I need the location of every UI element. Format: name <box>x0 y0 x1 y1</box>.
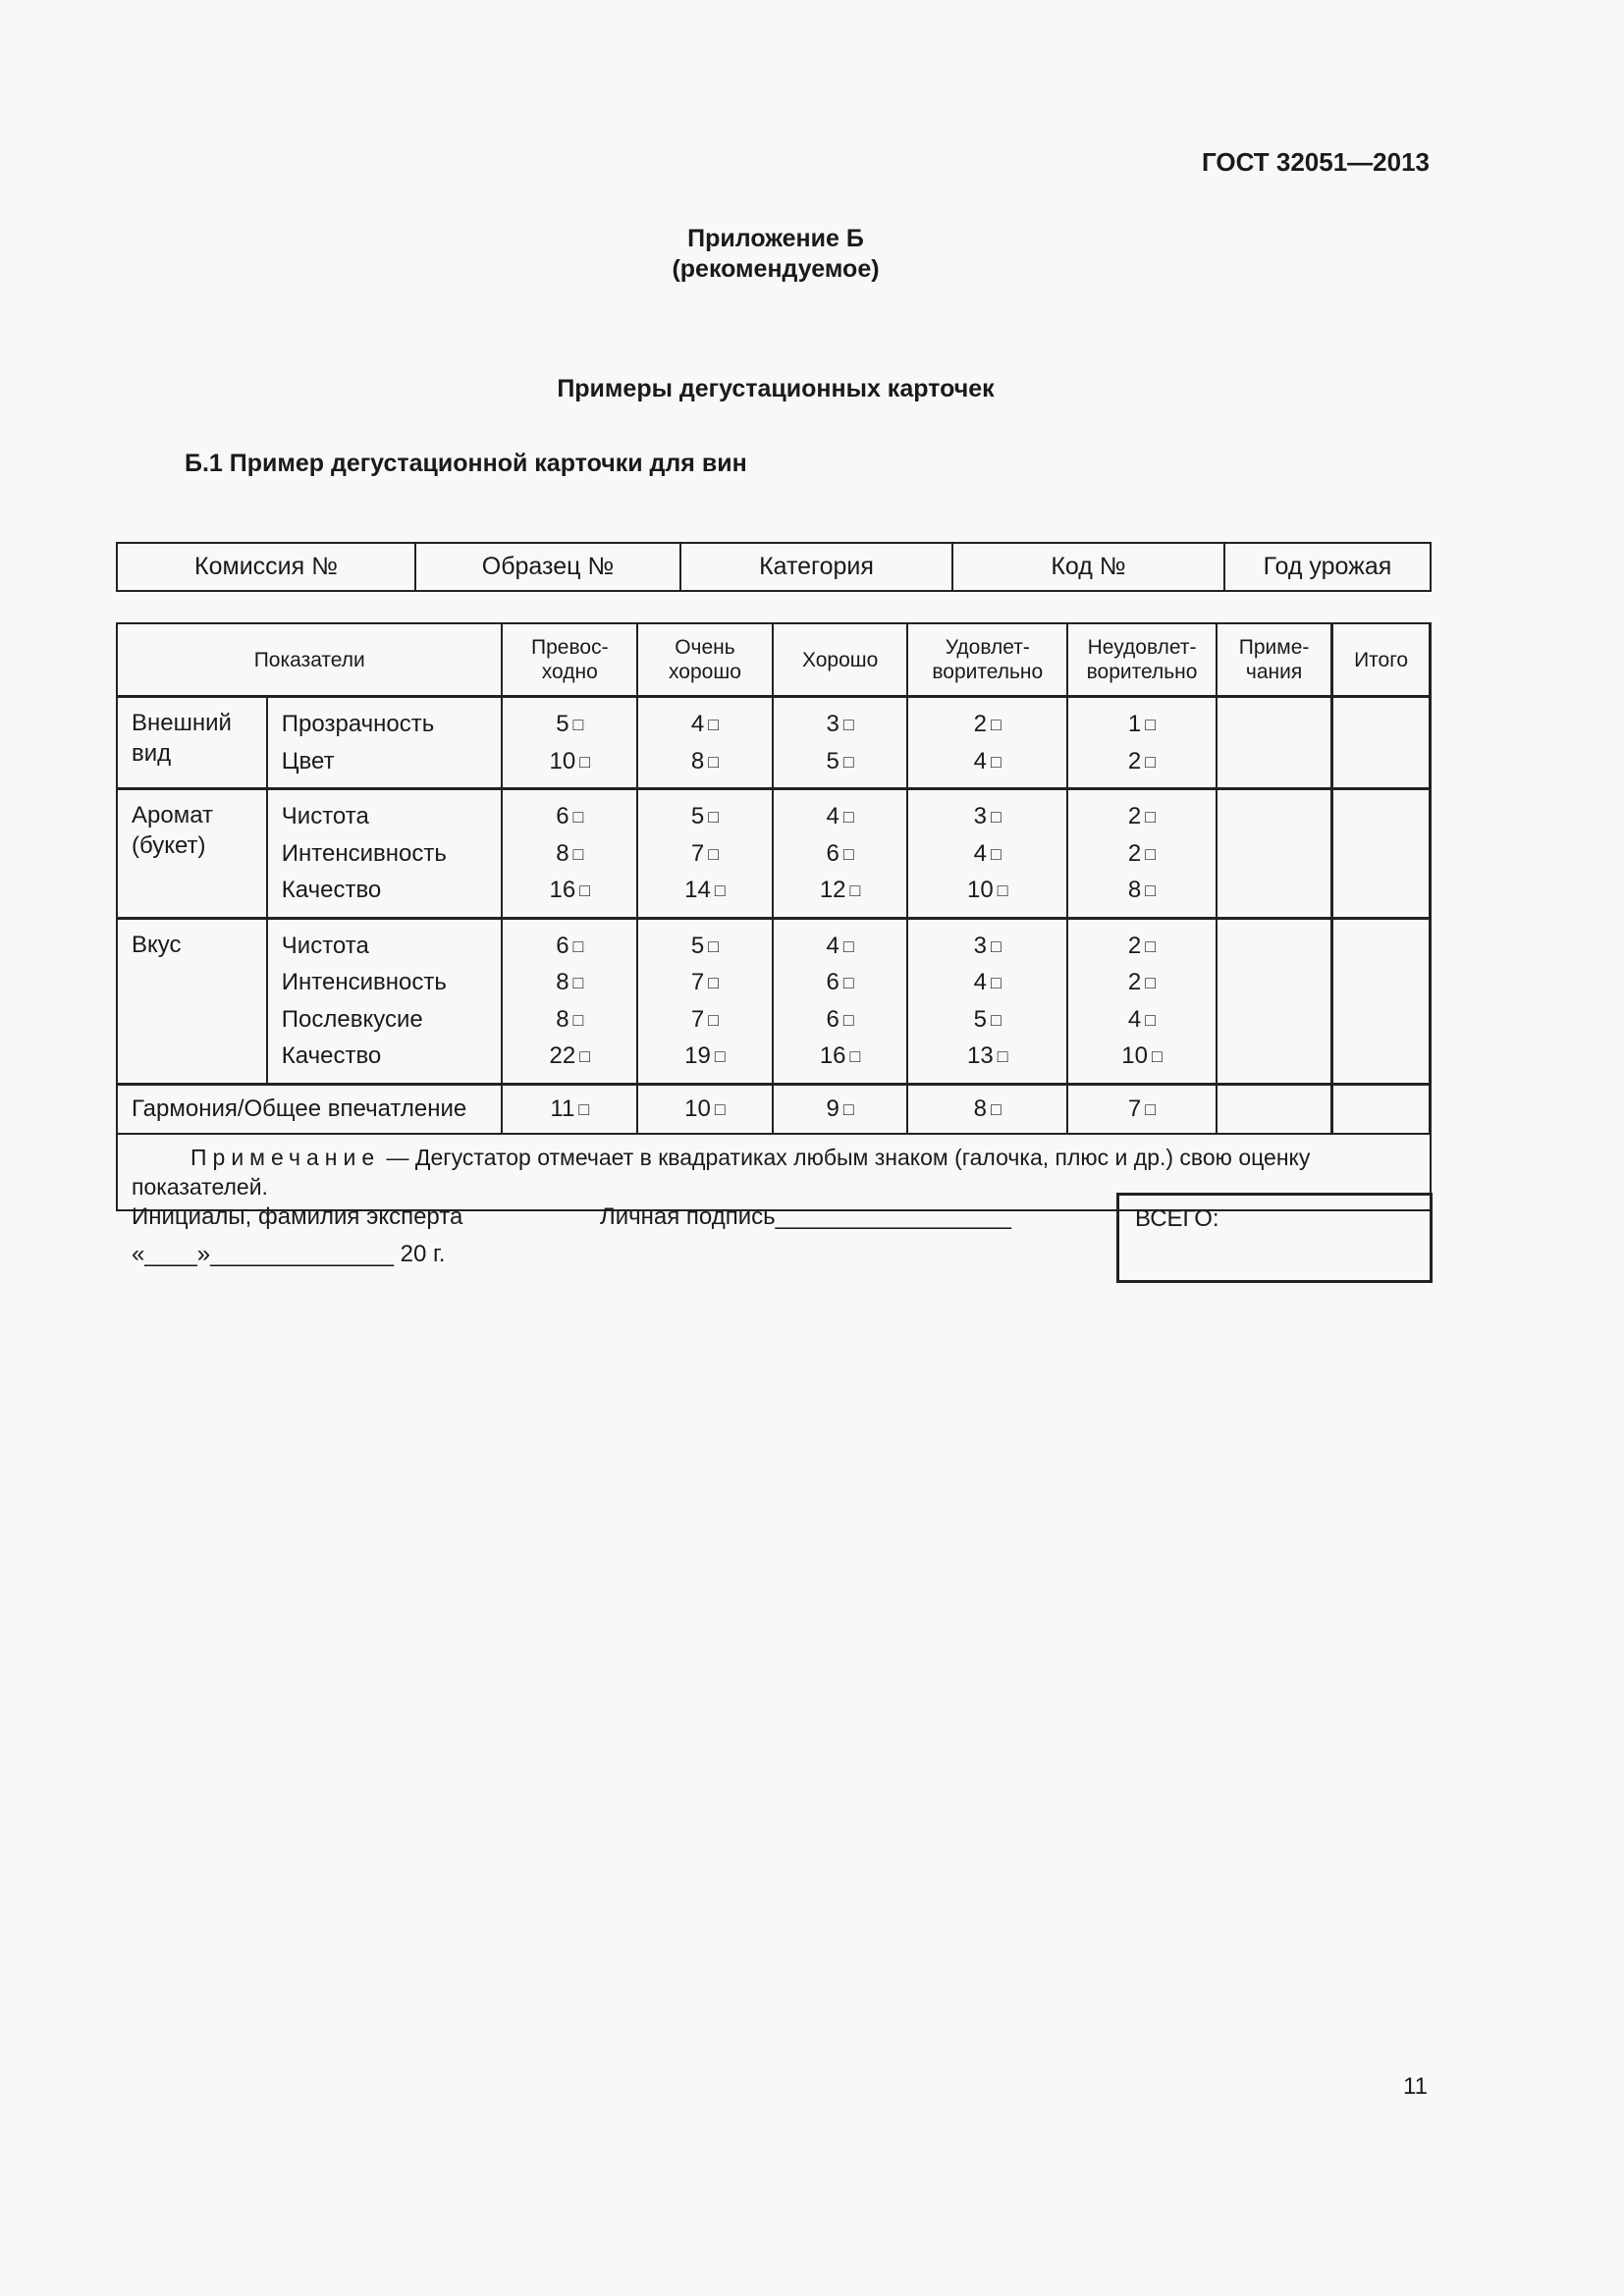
header-satisfactory: Удовлет- ворительно <box>907 623 1067 697</box>
harmony-score-good: 9 □ <box>773 1084 908 1134</box>
score-value: 5 <box>690 803 705 829</box>
score-value: 8 <box>690 747 705 774</box>
subsection-title: Б.1 Пример дегустационной карточки для вин <box>185 450 747 477</box>
score-value: 5 <box>690 932 705 959</box>
checkbox-icon[interactable]: □ <box>708 751 720 772</box>
checkbox-icon[interactable]: □ <box>842 1009 854 1030</box>
score-column-unsatisfactory <box>1067 789 1217 919</box>
score-value: 2 <box>1127 839 1142 867</box>
checkbox-icon[interactable]: □ <box>572 843 584 864</box>
score-column-good <box>773 789 908 919</box>
score-value: 6 <box>826 969 839 995</box>
score-value: 1 <box>1127 711 1142 737</box>
score-column-satisfactory <box>907 918 1067 1084</box>
score-column-very-good <box>637 918 773 1084</box>
checkbox-icon[interactable]: □ <box>708 973 720 992</box>
note-label: Примечание <box>190 1144 381 1170</box>
score-value: 13 <box>967 1042 994 1069</box>
score-value: 4 <box>973 969 988 995</box>
expert-name-label: Инициалы, фамилия эксперта <box>132 1203 463 1230</box>
score-option <box>638 872 772 909</box>
header-total: Итого <box>1332 623 1431 697</box>
score-option <box>908 928 1066 965</box>
checkbox-icon[interactable]: □ <box>708 935 720 956</box>
score-option <box>908 706 1066 743</box>
criterion-name: Интенсивность <box>281 969 447 995</box>
criteria-group-row <box>117 789 1431 919</box>
score-option <box>638 743 772 780</box>
total-label: ВСЕГО: <box>1135 1205 1219 1232</box>
header-good: Хорошо <box>773 623 908 697</box>
score-option <box>1068 835 1216 873</box>
score-value: 5 <box>556 711 569 737</box>
score-value: 6 <box>826 1005 839 1033</box>
score-value: 4 <box>973 839 988 867</box>
checkbox-icon[interactable]: □ <box>1145 881 1157 900</box>
score-option <box>503 835 636 873</box>
date-field: «____»______________ 20 г. <box>132 1241 446 1267</box>
score-option <box>908 835 1066 873</box>
checkbox-icon[interactable]: □ <box>708 715 720 734</box>
checkbox-icon[interactable]: □ <box>1145 807 1157 827</box>
score-column-excellent <box>502 697 637 789</box>
score-option <box>1068 964 1216 1001</box>
checkbox-icon[interactable]: □ <box>708 843 720 864</box>
checkbox-icon[interactable]: □ <box>714 1098 726 1119</box>
harmony-score-very-good: 10 □ <box>637 1084 773 1134</box>
score-column-unsatisfactory <box>1067 918 1217 1084</box>
score-option <box>638 1038 772 1075</box>
score-value: 3 <box>826 711 839 737</box>
score-option <box>774 928 907 965</box>
score-value: 2 <box>973 711 988 737</box>
score-value: 4 <box>690 711 705 737</box>
score-option <box>638 964 772 1001</box>
score-option <box>774 835 907 873</box>
score-option <box>908 798 1066 835</box>
score-option <box>638 706 772 743</box>
checkbox-icon[interactable]: □ <box>997 1046 1008 1066</box>
score-value: 2 <box>1127 932 1142 959</box>
criteria-names <box>267 918 503 1084</box>
score-option <box>1068 928 1216 965</box>
checkbox-icon[interactable]: □ <box>1145 1009 1157 1030</box>
document-code: ГОСТ 32051—2013 <box>1202 147 1430 177</box>
score-option <box>638 928 772 965</box>
sample-info-row <box>117 543 1431 591</box>
group-name: Аромат (букет) <box>117 789 267 919</box>
criterion-name: Чистота <box>281 932 369 959</box>
checkbox-icon[interactable]: □ <box>1145 935 1157 956</box>
checkbox-icon[interactable]: □ <box>991 751 1001 772</box>
page-number: 11 <box>1403 2073 1428 2100</box>
checkbox-icon[interactable]: □ <box>708 1009 720 1030</box>
criteria-names <box>267 789 503 919</box>
vintage-cell: Год урожая <box>1224 543 1431 591</box>
remarks-cell <box>1217 697 1332 789</box>
score-option <box>774 872 907 909</box>
score-value: 4 <box>1127 1005 1142 1033</box>
group-rows <box>117 697 1431 1085</box>
section-title: Примеры дегустационных карточек <box>557 375 995 402</box>
checkbox-icon[interactable]: □ <box>849 1046 861 1066</box>
score-value: 12 <box>819 877 846 903</box>
score-value: 16 <box>549 877 576 903</box>
checkbox-icon[interactable]: □ <box>991 715 1001 734</box>
score-column-satisfactory <box>907 697 1067 789</box>
checkbox-icon[interactable]: □ <box>842 935 854 956</box>
score-value: 10 <box>967 877 994 903</box>
checkbox-icon[interactable]: □ <box>1145 843 1157 864</box>
checkbox-icon[interactable]: □ <box>572 1009 584 1030</box>
header-excellent: Превос- ходно <box>502 623 637 697</box>
score-option <box>774 964 907 1001</box>
score-column-unsatisfactory <box>1067 697 1217 789</box>
checkbox-icon[interactable]: □ <box>714 1046 726 1066</box>
score-option <box>774 798 907 835</box>
criteria-group-row <box>117 918 1431 1084</box>
score-option <box>1068 743 1216 780</box>
score-option <box>503 1038 636 1075</box>
checkbox-icon[interactable]: □ <box>572 715 584 734</box>
score-value: 4 <box>826 803 839 829</box>
score-column-very-good <box>637 697 773 789</box>
score-option <box>503 964 636 1001</box>
checkbox-icon[interactable]: □ <box>842 973 854 992</box>
commission-cell: Комиссия № <box>117 543 415 591</box>
score-option <box>503 798 636 835</box>
checkbox-icon[interactable]: □ <box>579 881 591 900</box>
checkbox-icon[interactable]: □ <box>842 751 854 772</box>
score-value: 3 <box>973 932 988 959</box>
checkbox-icon[interactable]: □ <box>1145 715 1157 734</box>
score-option <box>774 743 907 780</box>
checkbox-icon[interactable]: □ <box>1151 1046 1163 1066</box>
total-cell <box>1332 789 1431 919</box>
score-value: 5 <box>973 1005 988 1033</box>
score-column-good <box>773 697 908 789</box>
checkbox-icon[interactable]: □ <box>842 1098 854 1119</box>
score-option <box>503 743 636 780</box>
checkbox-icon[interactable]: □ <box>991 807 1001 827</box>
checkbox-icon[interactable]: □ <box>991 973 1001 992</box>
score-option <box>908 1038 1066 1075</box>
group-name: Внешний вид <box>117 697 267 789</box>
appendix-note: (рекомендуемое) <box>672 255 880 283</box>
score-option <box>638 835 772 873</box>
score-option <box>908 964 1066 1001</box>
category-cell: Категория <box>680 543 952 591</box>
score-column-very-good <box>637 789 773 919</box>
checkbox-icon[interactable]: □ <box>991 843 1001 864</box>
appendix-heading <box>0 224 1551 285</box>
checkbox-icon[interactable]: □ <box>714 881 726 900</box>
header-very-good: Очень хорошо <box>637 623 773 697</box>
harmony-total <box>1332 1084 1431 1134</box>
score-value: 8 <box>556 1005 569 1033</box>
score-value: 7 <box>690 1005 705 1033</box>
criteria-group-row <box>117 697 1431 789</box>
score-value: 3 <box>973 803 988 829</box>
harmony-score-excellent: 11 □ <box>502 1084 637 1134</box>
criterion-name: Послевкусие <box>281 1005 423 1033</box>
score-option <box>503 706 636 743</box>
checkbox-icon[interactable]: □ <box>842 807 854 827</box>
score-option <box>503 1001 636 1039</box>
harmony-score-satisfactory: 8 □ <box>907 1084 1067 1134</box>
score-option <box>638 798 772 835</box>
total-cell <box>1332 918 1431 1084</box>
score-option <box>774 1001 907 1039</box>
total-box <box>1116 1193 1433 1283</box>
score-value: 10 <box>1121 1042 1148 1069</box>
signature-field: Личная подпись__________________ <box>600 1203 1011 1230</box>
checkbox-icon[interactable]: □ <box>579 1046 591 1066</box>
checkbox-icon[interactable]: □ <box>1145 751 1157 772</box>
checkbox-icon[interactable]: □ <box>572 807 584 827</box>
score-value: 8 <box>1127 877 1142 903</box>
score-option <box>1068 1038 1216 1075</box>
score-value: 6 <box>556 932 569 959</box>
score-value: 14 <box>684 877 711 903</box>
group-name: Вкус <box>117 918 267 1084</box>
checkbox-icon[interactable]: □ <box>991 935 1001 956</box>
note-text: — Дегустатор отмечает в квадратиках любым знаком (галочка, плюс и др.) свою оценку показателей. <box>132 1144 1311 1200</box>
checkbox-icon[interactable]: □ <box>572 973 584 992</box>
score-option <box>1068 706 1216 743</box>
score-option <box>503 872 636 909</box>
remarks-cell <box>1217 918 1332 1084</box>
criterion-name: Цвет <box>281 747 335 774</box>
harmony-remarks <box>1217 1084 1332 1134</box>
score-value: 4 <box>826 932 839 959</box>
criterion-name: Интенсивность <box>281 839 447 867</box>
header-indicators: Показатели <box>117 623 502 697</box>
score-value: 2 <box>1127 747 1142 774</box>
header-remarks: Приме- чания <box>1217 623 1332 697</box>
criterion-name: Качество <box>281 877 382 903</box>
checkbox-icon[interactable]: □ <box>708 807 720 827</box>
checkbox-icon[interactable]: □ <box>1145 973 1157 992</box>
score-value: 8 <box>556 839 569 867</box>
score-option <box>1068 798 1216 835</box>
remarks-cell <box>1217 789 1332 919</box>
score-option <box>1068 1001 1216 1039</box>
table-header-row <box>117 623 1431 697</box>
harmony-label: Гармония/Общее впечатление <box>117 1084 502 1134</box>
score-column-excellent <box>502 789 637 919</box>
checkbox-icon[interactable]: □ <box>579 751 591 772</box>
tasting-score-table <box>116 622 1432 1211</box>
score-value: 2 <box>1127 803 1142 829</box>
score-value: 5 <box>826 747 839 774</box>
score-value: 16 <box>819 1042 846 1069</box>
checkbox-icon[interactable]: □ <box>991 1009 1001 1030</box>
score-value: 2 <box>1127 969 1142 995</box>
criterion-name: Прозрачность <box>281 711 435 737</box>
score-value: 19 <box>684 1042 711 1069</box>
score-value: 6 <box>556 803 569 829</box>
score-option <box>503 928 636 965</box>
score-option <box>908 743 1066 780</box>
score-value: 7 <box>690 839 705 867</box>
score-option <box>908 1001 1066 1039</box>
appendix-title: Приложение Б <box>687 225 864 252</box>
header-unsatisfactory: Неудовлет- ворительно <box>1067 623 1217 697</box>
checkbox-icon[interactable]: □ <box>572 935 584 956</box>
score-value: 10 <box>549 747 576 774</box>
checkbox-icon[interactable]: □ <box>578 1098 590 1119</box>
harmony-score-unsatisfactory: 7 □ <box>1067 1084 1217 1134</box>
score-column-excellent <box>502 918 637 1084</box>
checkbox-icon[interactable]: □ <box>1145 1098 1157 1119</box>
score-value: 22 <box>549 1042 576 1069</box>
score-column-good <box>773 918 908 1084</box>
code-cell: Код № <box>952 543 1224 591</box>
sample-info-table <box>116 542 1432 592</box>
total-cell <box>1332 697 1431 789</box>
checkbox-icon[interactable]: □ <box>842 715 854 734</box>
score-value: 6 <box>826 839 839 867</box>
score-option <box>1068 872 1216 909</box>
score-value: 8 <box>556 969 569 995</box>
criterion-name: Чистота <box>281 803 369 829</box>
score-option <box>908 872 1066 909</box>
checkbox-icon[interactable]: □ <box>991 1098 1001 1119</box>
score-option <box>774 706 907 743</box>
criteria-names <box>267 697 503 789</box>
score-value: 4 <box>973 747 988 774</box>
harmony-row <box>117 1084 1431 1134</box>
score-option <box>774 1038 907 1075</box>
score-column-satisfactory <box>907 789 1067 919</box>
score-value: 7 <box>690 969 705 995</box>
checkbox-icon[interactable]: □ <box>842 843 854 864</box>
score-option <box>638 1001 772 1039</box>
sample-cell: Образец № <box>415 543 680 591</box>
checkbox-icon[interactable]: □ <box>997 881 1008 900</box>
checkbox-icon[interactable]: □ <box>849 881 861 900</box>
criterion-name: Качество <box>281 1042 382 1069</box>
